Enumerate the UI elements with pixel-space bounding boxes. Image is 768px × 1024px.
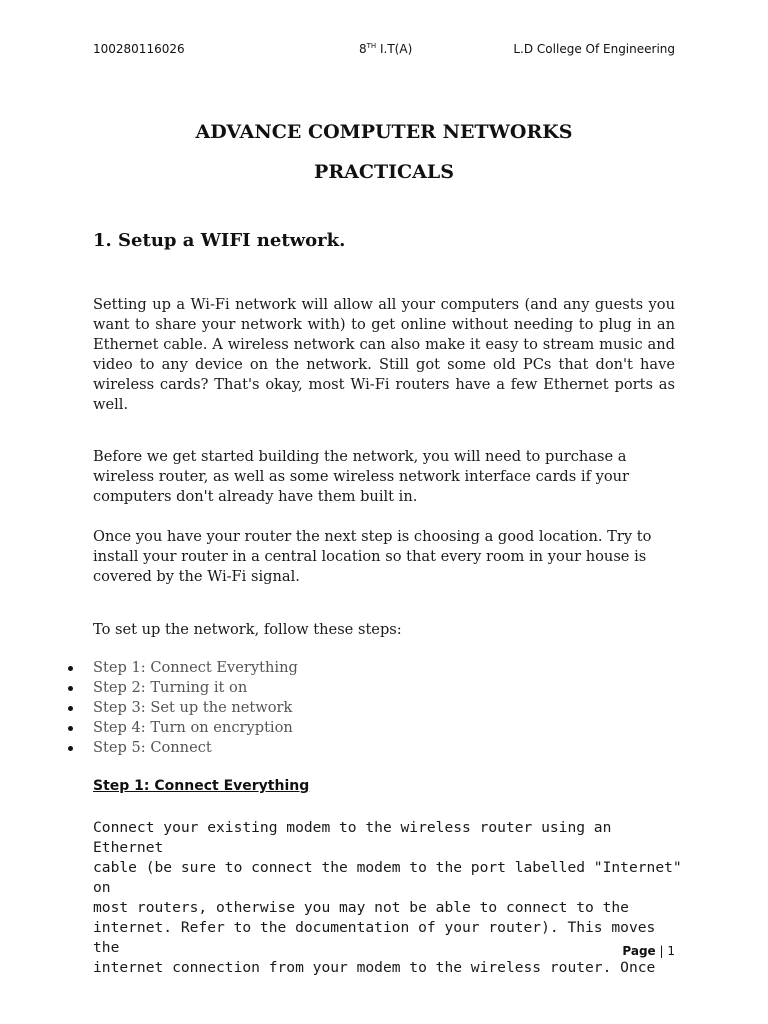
page-label: Page [622,944,656,958]
bullet-icon [68,726,73,731]
step1-heading: Step 1: Connect Everything [93,778,310,794]
bullet-icon [68,746,73,751]
steps-list [0,658,298,758]
semester-label [359,42,412,56]
semester-number: 8 [359,42,367,56]
college-name: L.D College Of Engineering [513,42,675,56]
list-item [0,658,298,678]
bullet-icon [68,706,73,711]
requirements-paragraph: Before we get started building the network, you will need to purchase a wireless router, as well as some wireless network interface cards if your computers don't already have them built in. [93,448,630,505]
section-heading: 1. Setup a WIFI network. [93,230,346,251]
bullet-icon [68,666,73,671]
page-number: 1 [667,944,675,958]
page-footer [622,944,675,958]
steps-intro: To set up the network, follow these steps: [93,621,402,638]
list-item [0,718,298,738]
location-paragraph: Once you have your router the next step is choosing a good location. Try to install your router in a central location so that every room in your house is covered by the Wi-Fi signal. [93,528,652,585]
step-label: Step 4: Turn on encryption [93,719,293,736]
list-item [0,698,298,718]
intro-paragraph: Setting up a Wi-Fi network will allow all your computers (and any guests you want to share your network with) to get online without needing to plug in an Ethernet cable. A wireless network can also make it easy to stream music and video to any device on the network. Still got some old PCs that don't have wireless cards? That's okay, most Wi-Fi routers have a few Ethernet ports as well. [93,296,675,413]
semester-superscript: TH [366,42,377,50]
page-header [93,42,675,60]
document-subtitle: PRACTICALS [314,161,454,183]
page-separator: | [655,944,668,958]
step-label: Step 5: Connect [93,739,212,756]
step-label: Step 2: Turning it on [93,679,248,696]
step-label: Step 3: Set up the network [93,699,293,716]
semester-class: I.T(A) [376,42,413,56]
roll-number: 100280116026 [93,42,185,56]
step1-body: Connect your existing modem to the wireless router using an Ethernet cable (be sure to connect the modem to the port labelled "Internet" on most routers, otherwise you may not be able to connect to the internet. Refer to the documentation of your router). This moves the internet connection from your modem to the wireless router. Once [93,819,682,976]
step-label: Step 1: Connect Everything [93,659,298,676]
list-item [0,738,298,758]
document-title: ADVANCE COMPUTER NETWORKS [195,121,573,143]
list-item [0,678,298,698]
bullet-icon [68,686,73,691]
